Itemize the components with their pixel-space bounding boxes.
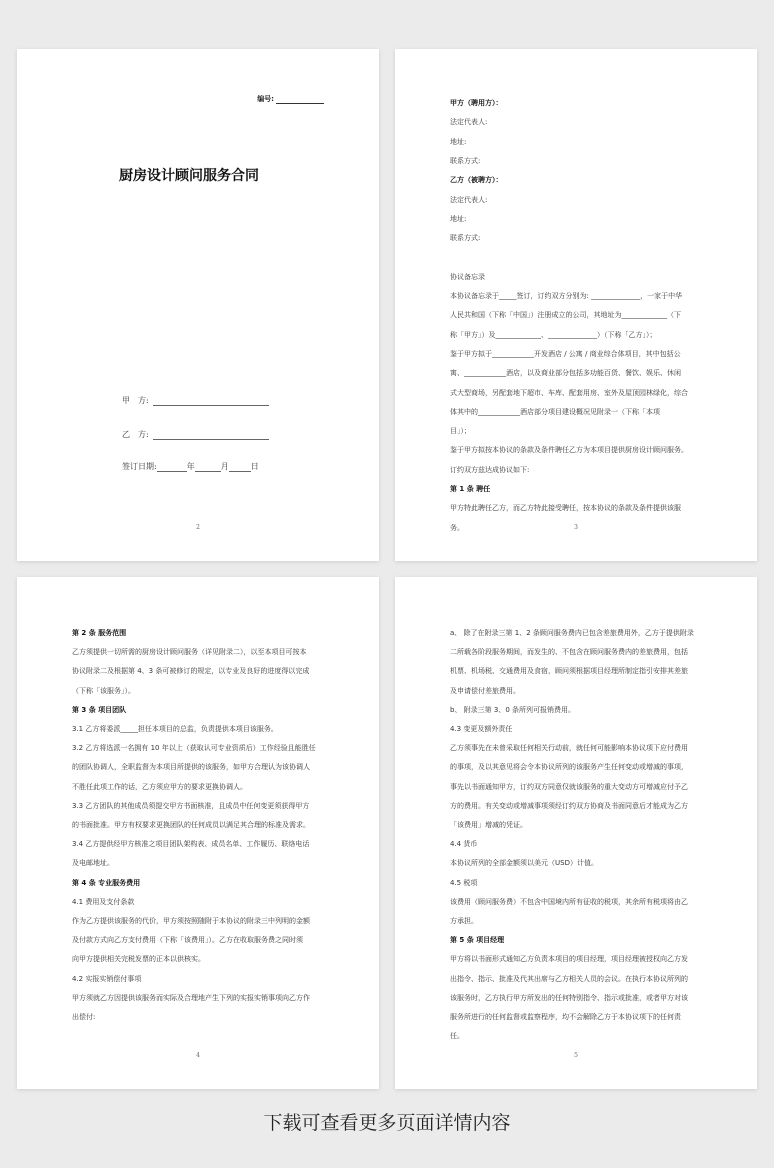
- month-blank: [195, 463, 221, 472]
- text-line: 务。: [450, 523, 464, 532]
- text-line: 4.5 税项: [450, 878, 478, 887]
- page-number: 5: [574, 1052, 578, 1059]
- text-line: 乙方须事先在未曾采取任何相关行动前，就任何可能影响本协议项下应付费用: [450, 744, 688, 753]
- text-line: 的事项，及以其意见将会令本协议所列的该服务产生任何变动或增减的事项，: [450, 763, 688, 772]
- text-line: 作为乙方提供该服务的代价，甲方须按照随附于本协议的附录三中列明的金额: [72, 917, 310, 925]
- text-line: 该服务时，乙方执行甲方所发出的任何特别指令、指示或批准，或者甲方对该: [450, 993, 688, 1002]
- text-line: 方承担。: [450, 917, 478, 925]
- text-line: 3.4 乙方提供经甲方核准之项目团队架构表、成员名单、工作履历、联络电话: [72, 840, 310, 849]
- party-b-blank: [153, 431, 269, 440]
- text-line: 乙方须提供一切所需的厨房设计顾问服务（详见附录二），以至本项目可按本: [72, 648, 307, 657]
- text-line: 地址:: [450, 137, 467, 146]
- text-line: 3.3 乙方团队的其他成员须提交甲方书面核准，且成员中任何变更须获得甲方: [72, 801, 310, 810]
- text-line: 体其中的____________酒店部分项目建设概况见附录一（下称「本项: [450, 407, 660, 416]
- contract-number: [257, 94, 324, 104]
- day-blank: [229, 463, 251, 472]
- text-line: 4.3 变更及额外责任: [450, 725, 513, 733]
- text-line: 称「甲方」）及_____________、______________）（下称「乙方」）；: [450, 330, 657, 339]
- party-a-label: 甲 方:: [122, 396, 149, 405]
- text-line: 的团队协调人，全职监督为本项目所提供的该服务，如甲方合理认为该协调人: [72, 763, 310, 772]
- page-4: [395, 577, 757, 1089]
- text-line: 本协议所列的全部金额须以美元（USD）计值。: [450, 859, 598, 868]
- text-line: 甲方将以书面形式通知乙方负责本项目的项目经理，项目经理被授权向乙方发: [450, 955, 688, 964]
- page-number: 2: [196, 524, 200, 531]
- download-more-banner[interactable]: 下载可查看更多页面详情内容: [263, 1112, 511, 1134]
- section-heading: 第 1 条 聘任: [450, 485, 491, 493]
- text-line: 二所载各阶段服务期间，而发生的、不包含在顾问服务费内的差旅费用，包括: [450, 648, 688, 657]
- text-line: 及付款方式向乙方支付费用（下称「该费用」）。乙方在收取服务费之同时须: [72, 936, 303, 945]
- text-line: 地址:: [450, 214, 467, 223]
- text-line: 任。: [450, 1032, 464, 1041]
- day-label: 日: [250, 462, 259, 471]
- text-line: 订约双方兹达成协议如下:: [450, 465, 530, 474]
- party-b-field: [122, 429, 269, 440]
- text-line: 4.4 货币: [450, 840, 478, 849]
- text-line: 服务所进行的任何监督或监察程序，均不会解除乙方于本协议项下的任何责: [450, 1013, 681, 1021]
- page-3: [17, 577, 379, 1089]
- text-line: a、 除了在附录三第 1、2 条顾问服务费内已包含差旅费用外，乙方于提供附录: [450, 629, 694, 637]
- text-line: 3.2 乙方将选派一名拥有 10 年以上（获取认可专业资质后）工作经验且能胜任: [72, 744, 316, 753]
- sign-date-field: [122, 461, 259, 472]
- year-blank: [157, 463, 187, 472]
- text-line: 联系方式:: [450, 156, 481, 165]
- text-line: 4.1 费用及支付条款: [72, 897, 135, 906]
- text-line: 该费用（顾问服务费）不包含中国境内所有征收的税项，其余所有税项将由乙: [450, 897, 688, 906]
- contract-number-label: 编号:: [257, 95, 274, 103]
- text-line: 寓、____________酒店，以及商业部分包括多功能百货、餐饮、娱乐、休闲: [450, 369, 681, 378]
- text-line: 协议备忘录: [450, 272, 485, 281]
- party-a-blank: [153, 397, 269, 406]
- text-line: 鉴于甲方拟按本协议的条款及条件聘任乙方为本项目提供厨房设计顾问服务。: [450, 446, 688, 455]
- month-label: 月: [220, 462, 229, 471]
- text-line: 法定代表人:: [450, 195, 488, 204]
- page-2: [395, 49, 757, 561]
- text-line: 目」）；: [450, 427, 471, 436]
- year-label: 年: [186, 462, 195, 471]
- text-line: （下称「该服务」）。: [72, 686, 135, 695]
- text-line: 甲方须就乙方因提供该服务而实际及合理地产生下列的实报实销事项向乙方作: [72, 993, 310, 1002]
- page-number: 3: [574, 524, 578, 531]
- section-heading: 甲方（聘用方）：: [450, 99, 503, 107]
- party-a-field: [122, 395, 269, 406]
- contract-title: 厨房设计顾问服务合同: [119, 168, 259, 184]
- sign-date-label: 签订日期:: [122, 462, 157, 471]
- text-line: 式大型商场，另配套地下超市、车库、配套用房、室外及屋顶园林绿化，综合: [450, 388, 688, 397]
- text-line: 4.2 实报实销偿付事项: [72, 974, 142, 983]
- text-line: 3.1 乙方将委派_____担任本项目的总监，负责提供本项目该服务。: [72, 725, 278, 733]
- text-line: 协议附录二及根据第 4、3 条可被修订的规定，以专业及良好的进度得以完成: [72, 667, 310, 676]
- text-line: 出偿付:: [72, 1013, 96, 1021]
- text-line: 向甲方提供相关完税发票的正本以供核实。: [72, 955, 205, 964]
- text-line: 事先以书面通知甲方，订约双方同意仅就该服务的重大变动方可增减应付予乙: [450, 782, 688, 791]
- section-heading: 第 4 条 专业服务费用: [72, 878, 141, 887]
- text-line: 鉴于甲方拟于____________开发酒店 / 公寓 / 商业综合体项目，其中包括公: [450, 349, 681, 358]
- text-line: 联系方式:: [450, 234, 481, 243]
- text-line: 不胜任此项工作的话，乙方须应甲方的要求更换协调人。: [72, 782, 247, 791]
- text-line: 出指令、指示、批准及代其出席与乙方相关人员的会议。在执行本协议所列的: [450, 974, 688, 983]
- text-line: 机票、机场税、交通费用及食宿，顾问须根据项目经理所制定指引安排其差旅: [450, 667, 688, 676]
- text-line: b、 附录三第 3、0 条所列可报销费用。: [450, 705, 576, 714]
- text-line: 方的费用。有关变动或增减事项须经订约双方协商及书面同意后才能成为乙方: [450, 801, 688, 810]
- page-number: 4: [196, 1052, 200, 1059]
- text-line: 及电邮地址。: [72, 859, 114, 868]
- text-line: 本协议备忘录于_____签订，订约双方分别为: ______________，一家于中华: [450, 292, 683, 300]
- section-heading: 第 5 条 项目经理: [450, 936, 505, 945]
- text-line: 「该费用」增减的凭证。: [450, 821, 527, 829]
- text-line: 及申请偿付差旅费用。: [450, 686, 520, 695]
- text-line: 甲方特此聘任乙方，而乙方特此接受聘任，按本协议的条款及条件提供该服: [450, 504, 681, 513]
- section-heading: 乙方（被聘方）：: [450, 176, 503, 185]
- section-heading: 第 2 条 服务范围: [72, 629, 127, 637]
- text-line: 法定代表人:: [450, 118, 488, 127]
- text-line: 人民共和国（下称「中国」）注册成立的公司，其地址为_____________（下: [450, 311, 681, 320]
- page-1-cover: [17, 49, 379, 561]
- party-b-label: 乙 方:: [122, 430, 149, 439]
- contract-number-blank: [276, 96, 324, 104]
- text-line: 的书面批准。甲方有权要求更换团队的任何成员以满足其合理的标准及需求。: [72, 821, 310, 829]
- section-heading: 第 3 条 项目团队: [72, 705, 127, 714]
